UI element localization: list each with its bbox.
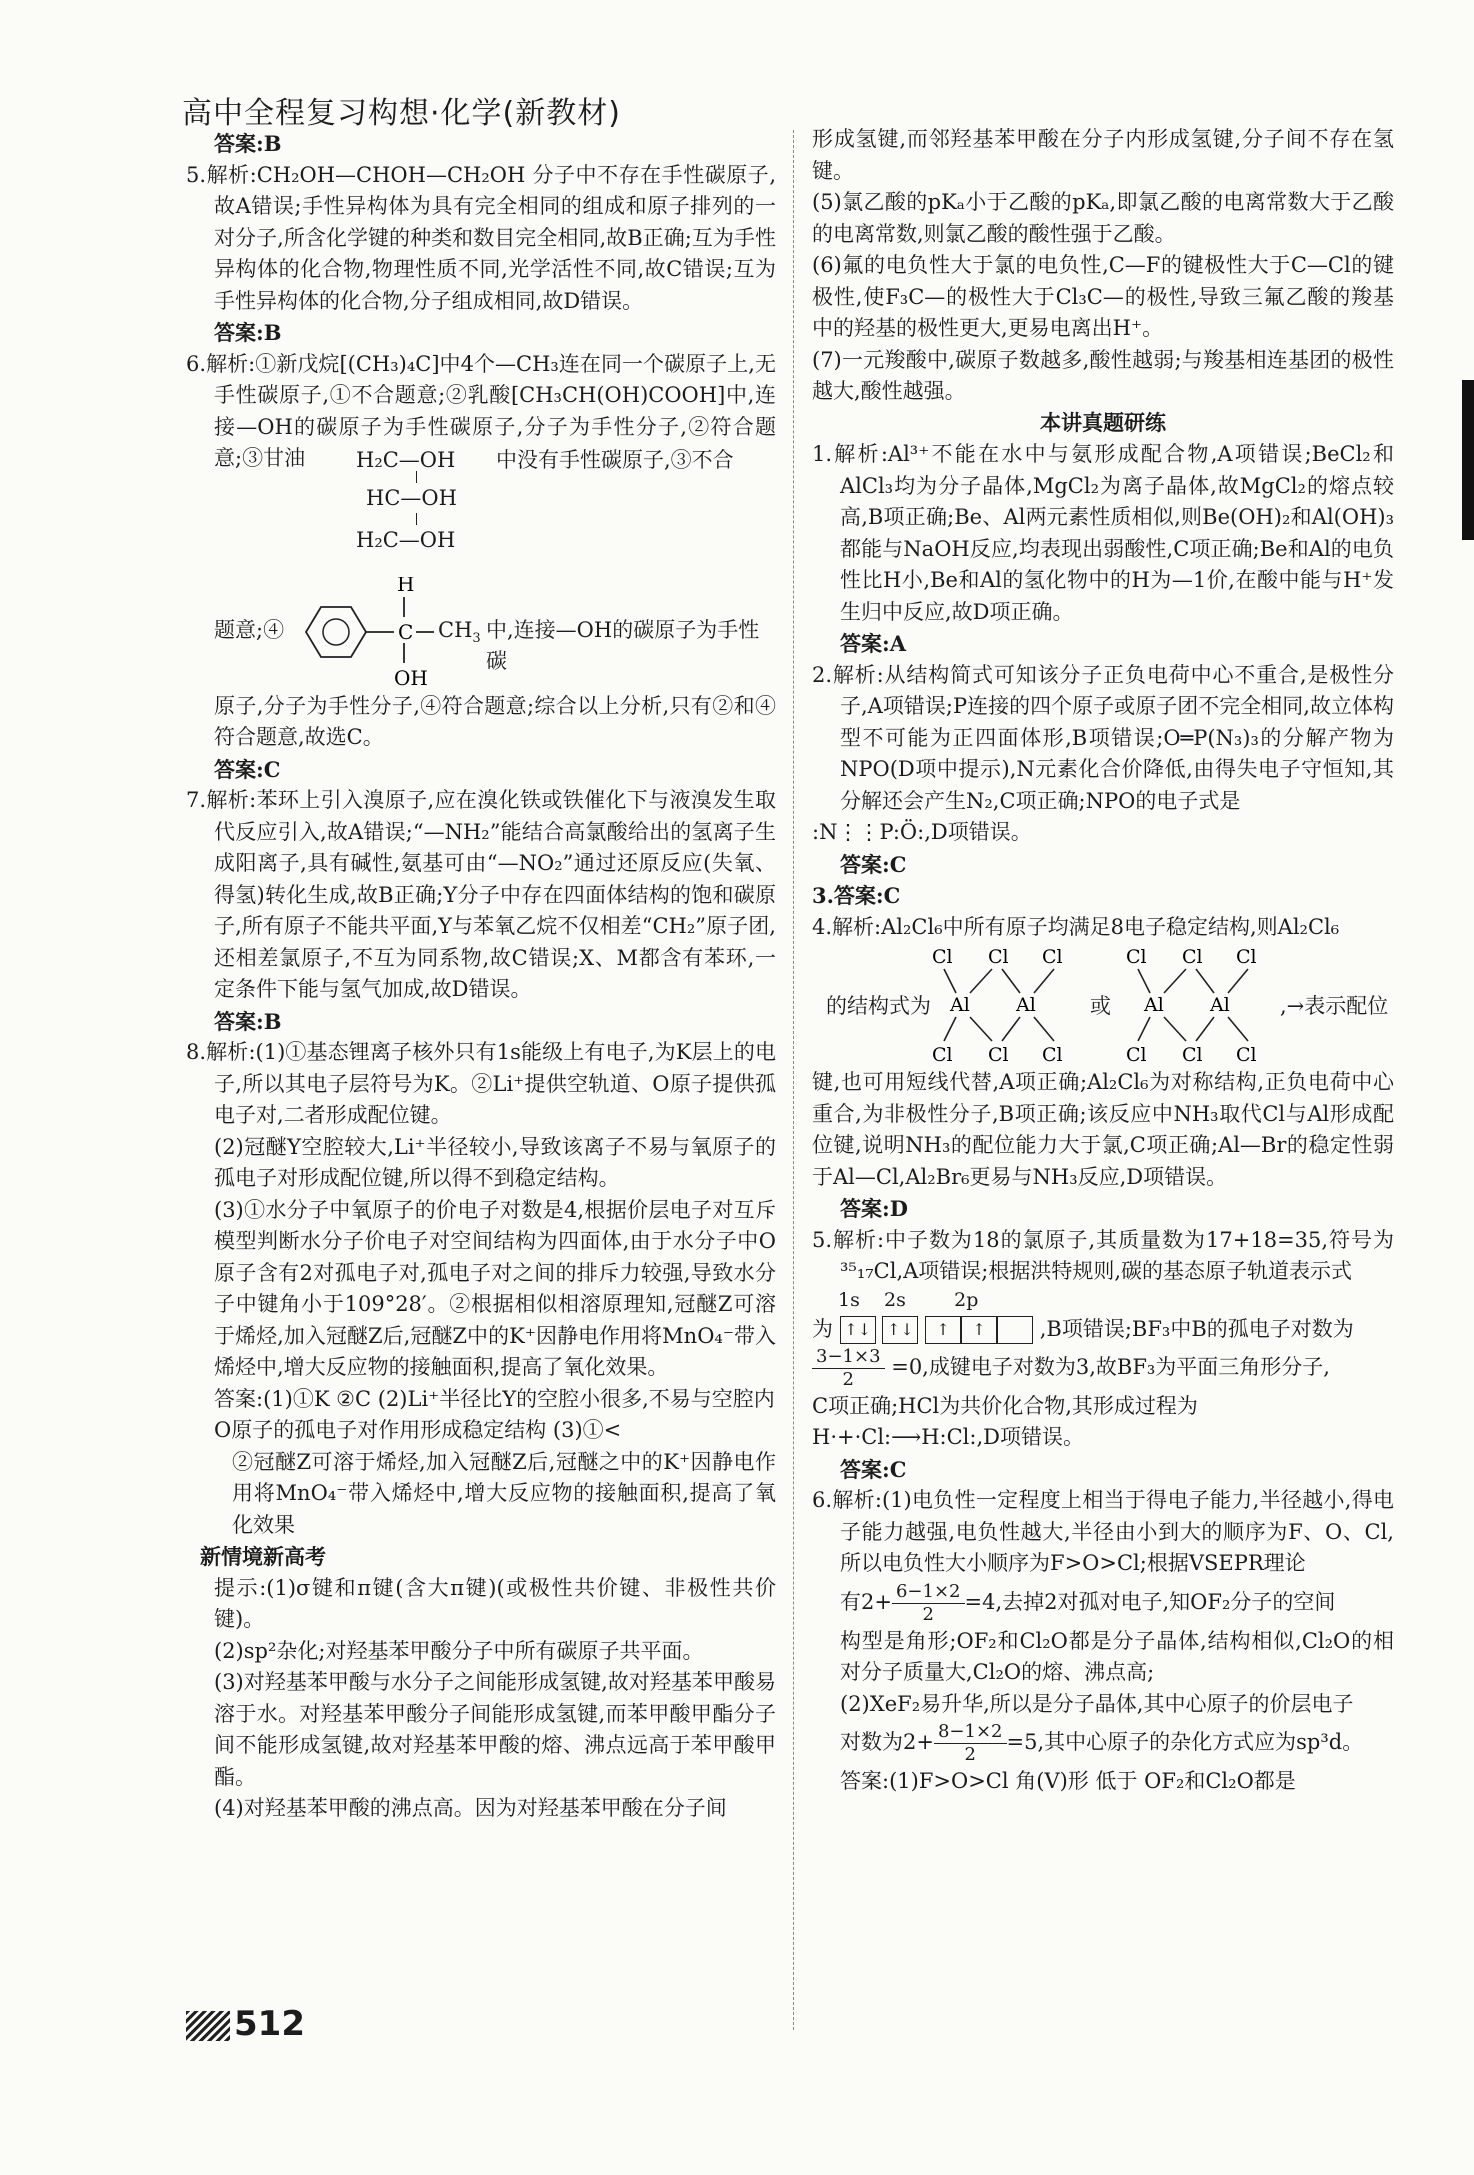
xef2-line: 对数为2+ $\frac{8-1\times 2}{2}$ =5,其中心原子的杂化方式应为sp³d。 [840,1721,1364,1765]
exam-solution-6: 6.解析:(1)电负性一定程度上相当于得电子能力,半径越小,得电子能力越强,电负性越大,半径由小到大的顺序为F、O、Cl,所以电负性大小顺序为F>O>Cl;根据VSEPR理论 [812,1488,1394,1575]
al2cl6-structure-a [930,943,1080,1067]
item-4-prefix: 题意;④ [214,617,285,642]
svg-text:Al: Al [950,994,970,1016]
exam-solution-4: 4.解析:Al₂Cl₆中所有原子均满足8电子稳定结构,则Al₂Cl₆ [812,914,1340,939]
hint-4-cont: 形成氢键,而邻羟基苯甲酸在分子内形成氢键,分子间不存在氢键。 [812,127,1394,183]
orbital-1s: ↑↓ [840,1316,876,1344]
hint-3: (3)对羟基苯甲酸与水分子之间能形成氢键,故对羟基苯甲酸易溶于水。对羟基苯甲酸分子间能形成氢键,而苯甲酸甲酯分子间不能形成氢键,故对羟基苯甲酸的熔、沸点远高于苯甲酸甲酯。 [214,1670,776,1789]
exam-solution-4-cont: 键,也可用短线代替,A项正确;Al₂Cl₆为对称结构,正负电荷中心重合,为非极性分子,B项正确;该反应中NH₃取代Cl与Al形成配位键,说明NH₃的配位能力大于氯,C项正确;Al—Br的稳定性弱于Al—Cl,Al₂Br₆更易与NH₃反应,D项错误。 [812,1070,1394,1189]
glycerol-row-3: H₂C—OH [356,527,456,552]
hint-1: 提示:(1)σ键和π键(含大π键)(或极性共价键、非极性共价键)。 [214,1575,776,1631]
answer: 答案:D [840,1196,908,1221]
orbital-diagram-line: 为 ↑↓ ↑↓ ↑ ↑ ,B项错误;BF₃中B的孤电子对数为 [812,1312,1394,1346]
svg-text:Cl: Cl [1126,1044,1147,1066]
solution-8: 8.解析:(1)①基态锂离子核外只有1s能级上有电子,为K层上的电子,所以其电子层符号为K。②Li⁺提供空轨道、O原子提供孤电子对,二者形成配位键。 [186,1040,776,1127]
exam-answer-3: 3.答案:C [812,883,901,908]
fraction: $\frac{3-1\times 3}{2}$ [812,1346,885,1391]
svg-text:Cl: Cl [1042,946,1063,968]
orbital-2p-3 [997,1316,1033,1344]
page-mark-icon [186,2011,230,2041]
exam-solution-5-cont: C项正确;HCl为共价化合物,其形成过程为 [812,1393,1198,1418]
solution-8-part3: (3)①水分子中氧原子的价电子对数是4,根据价层电子对互斥模型判断水分子价电子对空间结构为四面体,由于水分子中O原子含有2对孤电子对,孤电子对之间的排斥力较强,导致水分子中键角小于109°28′。②根据相似相溶原理知,冠醚Z可溶于烯烃,加入冠醚Z后,冠醚Z中的K⁺因静电作用将MnO₄⁻带入烯烃中,增大反应物的接触面积,提高了氧化效果。 [214,1197,776,1379]
glycerol-row-1: H₂C—OH [356,447,456,472]
svg-text:Cl: Cl [1126,946,1147,968]
vsepr-line: 有2+ $\frac{6-1\times 2}{2}$ =4,去掉2对孤对电子,知OF₂分子的空间 [840,1580,1336,1625]
glycerol-row-2: HC—OH [366,485,457,510]
answer: 答案:C [840,1456,907,1482]
svg-text:Al: Al [1144,994,1164,1016]
answer: 答案:A [840,631,907,656]
exam-solution-2: 2.解析:从结构简式可知该分子正负电荷中心不重合,是极性分子,A项错误;P连接的四个原子或原子团不完全相同,故立体构型不可能为正四面体形,B项错误;O═P(N₃)₃的分解产物为NPO(D项中提示),N元素化合价降低,由得失电子守恒知,其分解还会产生N₂,C项正确;NPO的电子式是 [812,662,1394,813]
orbital-2s: ↑↓ [882,1316,918,1344]
hint-5: (5)氯乙酸的pKₐ小于乙酸的pKₐ,即氯乙酸的电离常数大于乙酸的电离常数,则氯乙酸的酸性强于乙酸。 [812,190,1394,246]
column-divider [793,130,794,2030]
svg-text:Cl: Cl [1236,946,1257,968]
svg-text:Cl: Cl [1236,1044,1257,1066]
item-4-text: 中,连接—OH的碳原子为手性碳 [486,617,760,673]
exam-solution-6-part2: (2)XeF₂易升华,所以是分子晶体,其中心原子的价层电子 [840,1691,1354,1716]
answer-8: 答案:(1)①K ②C (2)Li⁺半径比Y的空腔小很多,不易与空腔内O原子的孤电子对作用形成稳定结构 (3)①< [214,1386,775,1442]
svg-text:Cl: Cl [932,946,953,968]
svg-text:Cl: Cl [988,946,1009,968]
orbital-2p-2: ↑ [961,1316,997,1344]
page-number: 512 [186,2004,305,2044]
npo-electron-formula: :N⋮⋮P:Ö:,D项错误。 [812,820,1032,844]
answer-8-cont: ②冠醚Z可溶于烯烃,加入冠醚Z后,冠醚之中的K⁺因静电作用将MnO₄⁻带入烯烃中,增大反应物的接触面积,提高了氧化效果 [232,1449,776,1537]
solution-7: 7.解析:苯环上引入溴原子,应在溴化铁或铁催化下与液溴发生取代反应引入,故A错误;“—NH₂”能结合高氯酸给出的氢离子生成阳离子,具有碱性,氨基可由“—NO₂”通过还原反应(失氧、得氢)转化生成,故B正确;Y分子中存在四面体结构的饱和碳原子,所有原子不能共平面,Y与苯氧乙烷不仅相差“CH₂”原子团,还相差氯原子,不互为同系物,故C错误;X、M都含有苯环,一定条件下能与氢气加成,故D错误。 [186,788,776,1001]
hint-2: (2)sp²杂化;对羟基苯甲酸分子中所有碳原子共平面。 [214,1638,704,1663]
answer: 答案:C [840,851,907,877]
svg-text:Cl: Cl [988,1044,1009,1066]
svg-text:OH: OH [394,665,428,687]
or-word: 或 [1090,994,1111,1018]
answer: 答案:B [214,1008,282,1034]
bond-line [416,471,417,483]
solution-8-part2: (2)冠醚Y空腔较大,Li⁺半径较小,导致该离子不易与氧原子的孤电子对形成配位键,所以得不到稳定结构。 [214,1134,776,1190]
solution-6-cont: 原子,分子为手性分子,④符合题意;综合以上分析,只有②和④符合题意,故选C。 [214,693,776,749]
left-column [186,128,776,1825]
right-column [812,124,1394,1798]
al2cl6-structures [812,943,1394,1067]
glycerol-structure [186,447,776,571]
solution-5: 5.解析:CH₂OH—CHOH—CH₂OH 分子中不存在手性碳原子,故A错误;手性异构体为具有完全相同的组成和原子排列的一对分子,所含化学键的种类和数目完全相同,故B正确;互为手性异构体的化合物,物理性质不同,光学活性不同,故C错误;互为手性异构体的化合物,分子组成相同,故D错误。 [186,162,776,313]
exam-solution-6-cont: 构型是角形;OF₂和Cl₂O都是分子晶体,结构相似,Cl₂O的相对分子质量大,Cl₂O的熔、沸点高; [840,1628,1394,1684]
answer-6: 答案:(1)F>O>Cl 角(V)形 低于 OF₂和Cl₂O都是 [840,1769,1296,1793]
hint-7: (7)一元羧酸中,碳原子数越多,酸性越弱;与羧基相连基团的极性越大,酸性越强。 [812,347,1394,403]
bond-line [416,513,417,525]
orbital-labels: 1s 2s 2p [838,1288,979,1311]
answer: 答案:C [214,756,281,782]
hcl-formation: H·+·Cl:⟶H:Cl:,D项错误。 [812,1425,1084,1449]
coordination-note: ,→表示配位 [1280,994,1389,1018]
phenylethanol-structure [186,571,776,691]
svg-text:Al: Al [1016,994,1036,1016]
running-header: 高中全程复习构想·化学(新教材) [182,96,621,131]
answer: 答案:B [214,131,282,156]
svg-text:H: H [397,576,415,596]
hint-4: (4)对羟基苯甲酸的沸点高。因为对羟基苯甲酸在分子间 [214,1796,727,1820]
svg-text:Al: Al [1210,994,1230,1016]
exam-solution-1: 1.解析:Al³⁺不能在水中与氨形成配合物,A项错误;BeCl₂和AlCl₃均为分子晶体,MgCl₂为离子晶体,故MgCl₂的熔点较高,B项正确;Be、Al两元素性质相似,则Be(OH)₂和Al(OH)₃都能与NaOH反应,均表现出弱酸性,C项正确;Be和Al的电负性比H小,Be和Al的氢化物中的H为—1价,在酸中能与H⁺发生归中反应,故D项正确。 [812,442,1394,624]
orbital-2p-1: ↑ [925,1316,961,1344]
section-exam-practice: 本讲真题研练 [1040,410,1166,435]
hint-6: (6)氟的电负性大于氯的电负性,C—F的键极性大于C—Cl的键极性,使F₃C—的极性大于Cl₃C—的极性,导致三氟乙酸的羧基中的羟基的极性更大,更易电离出H⁺。 [812,253,1394,340]
struct-label: 的结构式为 [826,994,931,1018]
svg-text:Cl: Cl [1182,1044,1203,1066]
section-new-context: 新情境新高考 [200,1544,326,1569]
fraction: $\frac{8-1\times 2}{2}$ [934,1721,1007,1766]
fraction: $\frac{6-1\times 2}{2}$ [892,1581,965,1626]
al2cl6-structure-b [1124,943,1274,1067]
solution-6: 6.解析:①新戊烷[(CH₃)₄C]中4个—CH₃连在同一个碳原子上,无手性碳原子,①不合题意;②乳酸[CH₃CH(OH)COOH]中,连接—OH的碳原子为手性碳原子,分子为手性分子,②符合题意;③甘油 [186,351,776,470]
answer: 答案:B [214,320,282,345]
glycerol-note: 中没有手性碳原子,③不合 [496,447,734,472]
side-tab-mark [1462,380,1474,540]
svg-text:Cl: Cl [1042,1044,1063,1066]
ch3-group: $CH_3$ [438,617,481,646]
svg-text:Cl: Cl [1182,946,1203,968]
bf3-fraction-line: $\frac{3-1\times 3}{2}$ =0,成键电子对数为3,故BF₃为平面三角形分子, [812,1346,1394,1391]
svg-text:C: C [398,619,414,644]
phenylethanol-svg [286,577,456,687]
svg-text:Cl: Cl [932,1044,953,1066]
exam-solution-5: 5.解析:中子数为18的氯原子,其质量数为17+18=35,符号为³⁵₁₇Cl,A项错误;根据洪特规则,碳的基态原子轨道表示式 [812,1227,1394,1283]
